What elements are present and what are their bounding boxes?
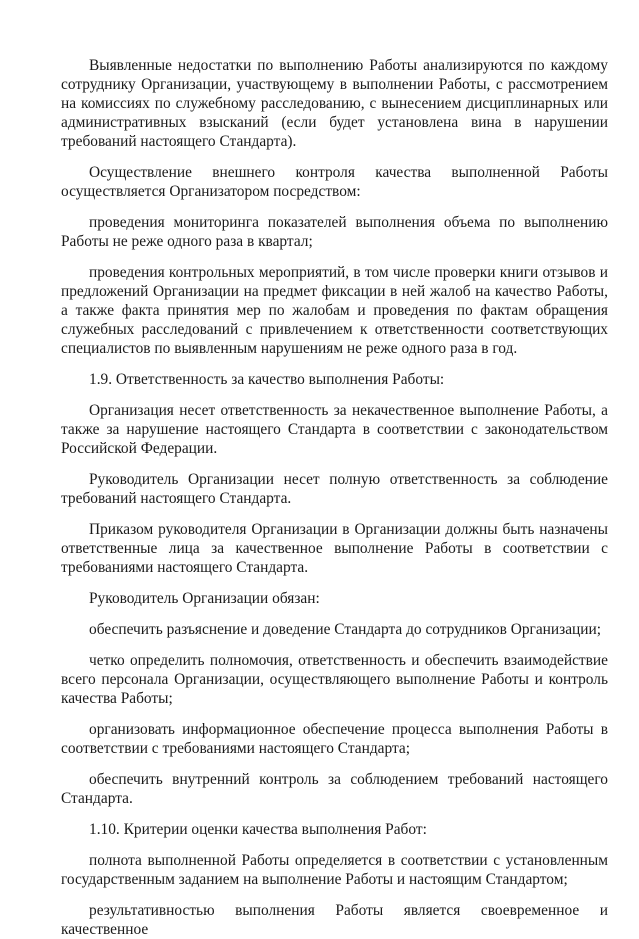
section-heading: 1.9. Ответственность за качество выполнения Работы: xyxy=(89,371,445,388)
paragraph: проведения контрольных мероприятий, в том числе проверки книги отзывов и предложений Организации на предмет фиксации в ней жалоб на качество Работы, а также факта принятия мер по жалобам и проведения по фактам обращения служебных расследований с привлечением к ответственности соответствующих специалистов по выявленным нарушениям не реже одного раза в год. xyxy=(61,264,608,357)
paragraph: Осуществление внешнего контроля качества выполненной Работы осуществляется Организатором посредством: xyxy=(61,164,608,200)
paragraph: результативностью выполнения Работы является своевременное и качественное xyxy=(61,902,608,938)
paragraph: Руководитель Организации несет полную ответственность за соблюдение требований настоящего Стандарта. xyxy=(61,471,608,507)
paragraph: четко определить полномочия, ответственность и обеспечить взаимодействие всего персонала Организации, осуществляющего выполнение Работы и контроль качества Работы; xyxy=(61,652,608,707)
paragraph: Приказом руководителя Организации в Организации должны быть назначены ответственные лица за качественное выполнение Работы в соответствии с требованиями настоящего Стандарта. xyxy=(61,521,608,576)
paragraph: обеспечить внутренний контроль за соблюдением требований настоящего Стандарта. xyxy=(61,771,608,807)
paragraph: полнота выполненной Работы определяется в соответствии с установленным государственным заданием на выполнение Работы и настоящим Стандартом; xyxy=(61,852,608,888)
paragraph: проведения мониторинга показателей выполнения объема по выполнению Работы не реже одного раза в квартал; xyxy=(61,214,608,250)
paragraph: организовать информационное обеспечение процесса выполнения Работы в соответствии с требованиями настоящего Стандарта; xyxy=(61,721,608,757)
paragraph: Организация несет ответственность за некачественное выполнение Работы, а также за нарушение настоящего Стандарта в соответствии с законодательством Российской Федерации. xyxy=(61,402,608,457)
paragraph: Выявленные недостатки по выполнению Работы анализируются по каждому сотруднику Организации, участвующему в выполнении Работы, с рассмотрением на комиссиях по служебному расследованию, с вынесением дисциплинарных или административных взысканий (если будет установлена вина в нарушении требований настоящего Стандарта). xyxy=(61,57,608,150)
paragraph: Руководитель Организации обязан: xyxy=(89,590,320,607)
paragraph: обеспечить разъяснение и доведение Стандарта до сотрудников Организации; xyxy=(89,621,602,638)
section-heading: 1.10. Критерии оценки качества выполнения Работ: xyxy=(89,821,427,838)
